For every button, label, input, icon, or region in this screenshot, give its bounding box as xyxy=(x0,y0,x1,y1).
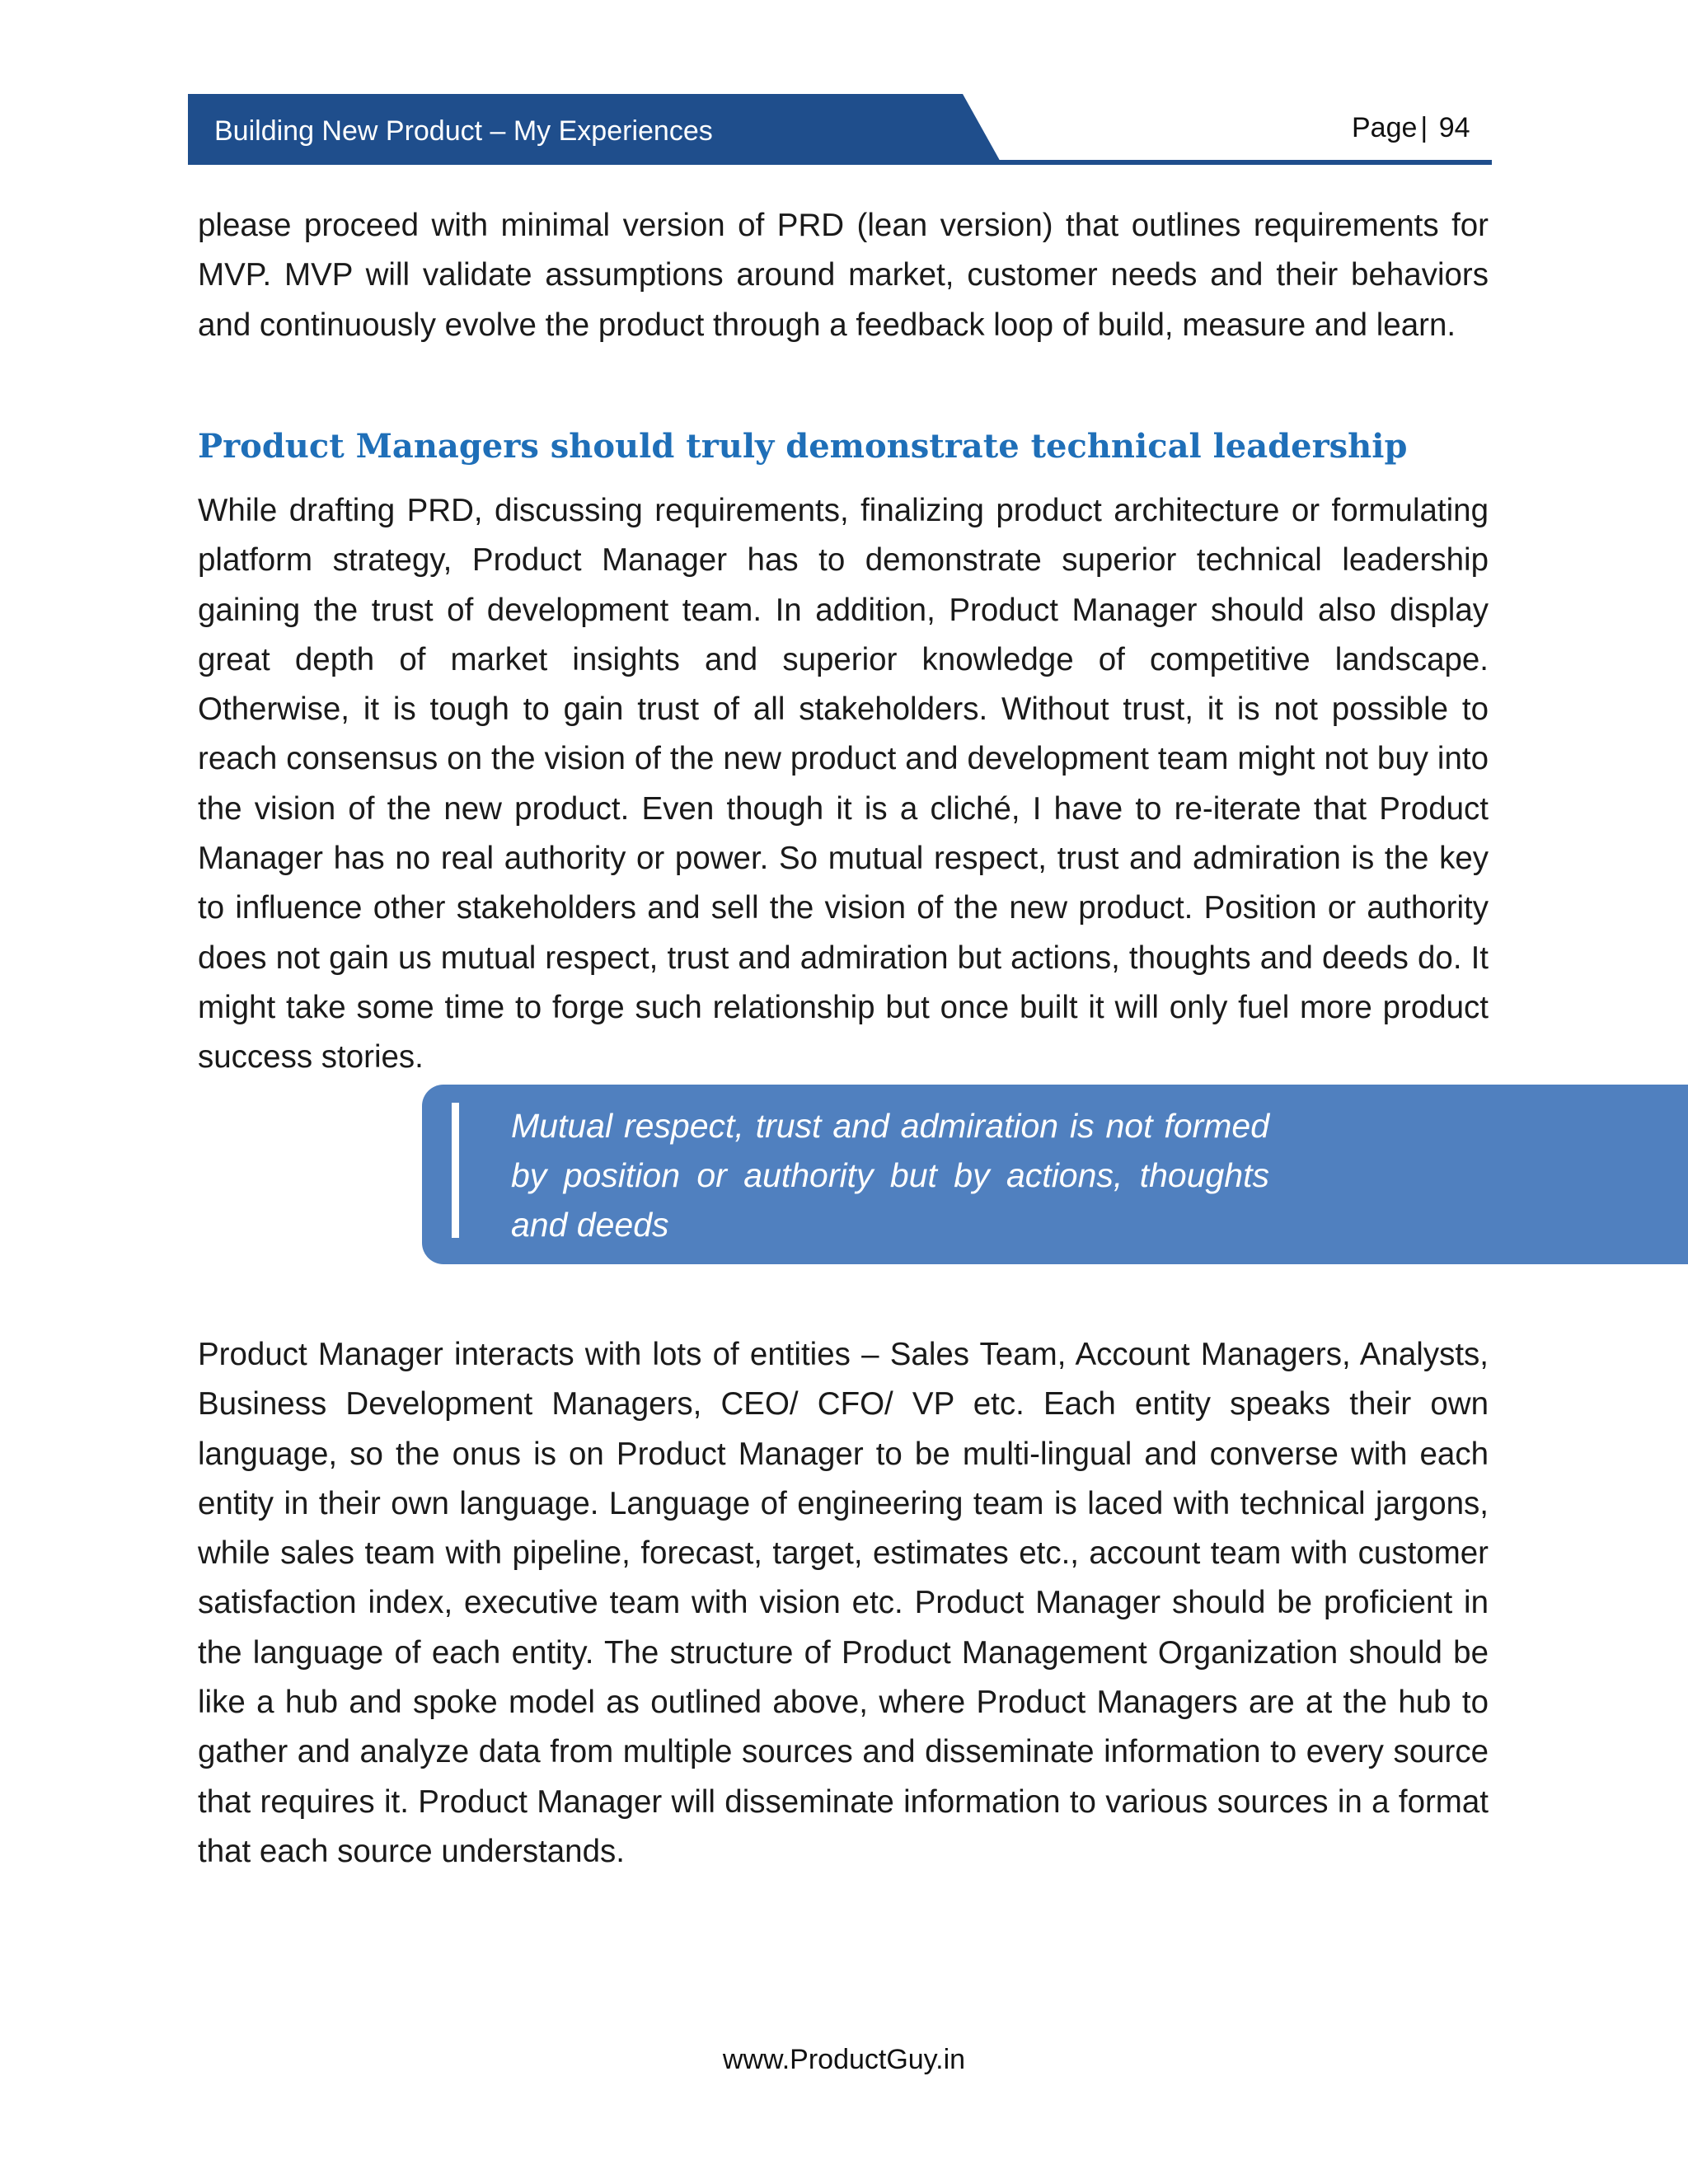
section-heading: Product Managers should truly demonstrate technical leadership xyxy=(198,427,1408,466)
page-label: Page xyxy=(1352,112,1418,143)
paragraph-2-text: Product Manager interacts with lots of entities – Sales Team, Account Managers, Analysts, Business Development Managers, CEO/ CFO/ VP etc. Each entity speaks their own language, so the onus is on Product Manager to be multi-lingual and converse with each entity in their own language. Language of engineering team is laced with technical jargons, while sales team with pipeline, forecast, target, estimates etc., account team with customer satisfaction index, executive team with vision etc. Product Manager should be proficient in the language of each entity. The structure of Product Management Organization should be like a hub and spoke model as outlined above, where Product Managers are at the hub to gather and analyze data from multiple sources and disseminate information to every source that requires it. Product Manager will disseminate information to various sources in a format that each source understands. xyxy=(198,1337,1489,1869)
intro-text: please proceed with minimal version of PRD (lean version) that outlines requirements for MVP. MVP will validate assumptions around market, customer needs and their behaviors and continuously evolve the product through a feedback loop of build, measure and learn. xyxy=(198,208,1489,343)
pull-quote-text: Mutual respect, trust and admiration is not formed by position or authority but by actions, thoughts and deeds xyxy=(511,1107,1269,1244)
page-separator: | xyxy=(1420,112,1428,143)
pull-quote-bar xyxy=(452,1103,459,1238)
page-number: 94 xyxy=(1438,112,1470,143)
footer-url: www.ProductGuy.in xyxy=(722,2044,966,2075)
header-rule xyxy=(994,160,1492,165)
running-header-title: Building New Product – My Experiences xyxy=(214,115,713,147)
body-paragraph-1 xyxy=(198,486,1489,1083)
body-paragraph-2 xyxy=(198,1330,1489,1877)
paragraph-1-text: While drafting PRD, discussing requirements, finalizing product architecture or formulating platform strategy, Product Manager has to demonstrate superior technical leadership gaining the trust of development team. In addition, Product Manager should also display great depth of market insights and superior knowledge of competitive landscape. Otherwise, it is tough to gain trust of all stakeholders. Without trust, it is not possible to reach consensus on the vision of the new product and development team might not buy into the vision of the new product. Even though it is a cliché, I have to re-iterate that Product Manager has no real authority or power. So mutual respect, trust and admiration is the key to influence other stakeholders and sell the vision of the new product. Position or authority does not gain us mutual respect, trust and admiration but actions, thoughts and deeds do. It might take some time to forge such relationship but once built it will only fuel more product success stories. xyxy=(198,493,1489,1076)
page-number-label xyxy=(1352,112,1470,144)
intro-paragraph xyxy=(198,201,1489,350)
